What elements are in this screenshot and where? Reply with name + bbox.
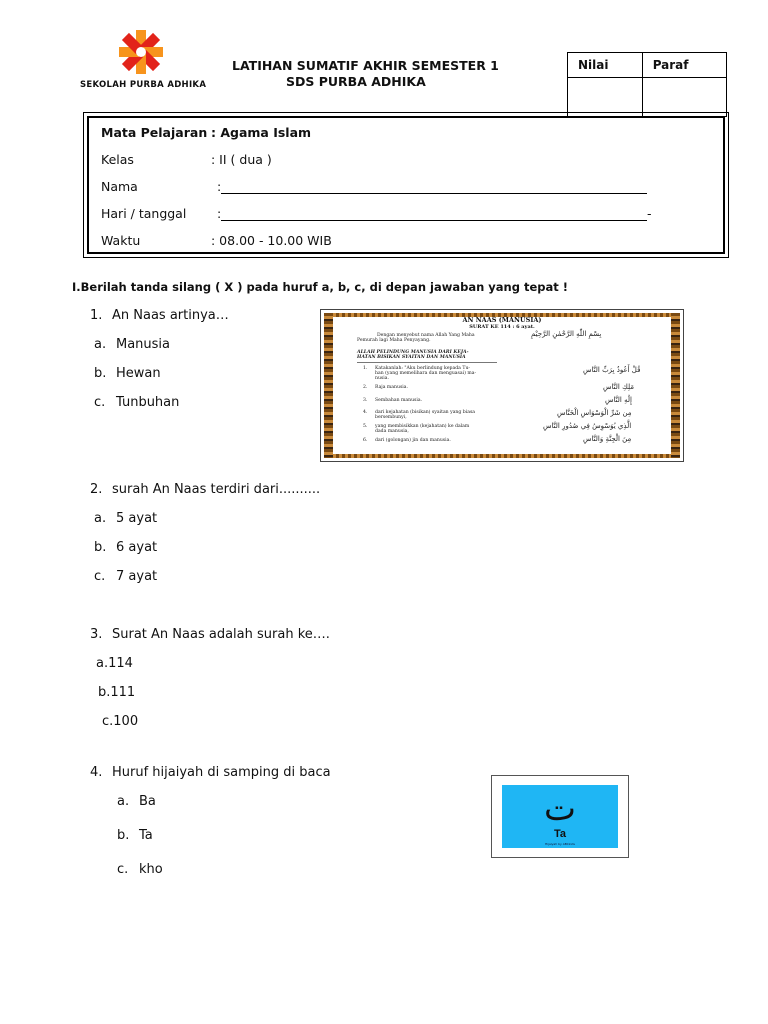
question-4 xyxy=(90,765,331,780)
question-number: 4. xyxy=(90,765,103,780)
naas-verse-1-line-1: Katakanlah: "Aku berlindung kepada Tu- xyxy=(375,366,470,371)
date-label: Hari / tanggal xyxy=(101,206,187,221)
question-1 xyxy=(90,308,229,323)
q3-option-c[interactable]: c.100 xyxy=(102,714,139,729)
name-input-line[interactable] xyxy=(221,193,647,194)
nilai-cell[interactable] xyxy=(568,78,643,117)
naas-verse-5-arabic: الَّذِي يُوَسْوِسُ فِي صُدُورِ النَّاسِ xyxy=(543,422,632,430)
q2-option-b[interactable]: b. 6 ayat xyxy=(94,540,158,555)
q2-option-c[interactable]: c. 7 ayat xyxy=(94,569,158,584)
naas-verse-1-line-3: nusia. xyxy=(375,376,389,381)
ornament-border-right xyxy=(671,313,680,458)
naas-verse-4-arabic: مِن شَرِّ الْوَسْوَاسِ الْخَنَّاسِ xyxy=(557,409,632,417)
q2-option-a[interactable]: a. 5 ayat xyxy=(94,511,158,526)
time-label: Waktu xyxy=(101,233,141,248)
naas-verse-1-line-2: han (yang memelihara dan menguasai) ma- xyxy=(375,371,477,376)
naas-verse-1-arabic: قُلْ أَعُوذُ بِرَبِّ النَّاسِ xyxy=(583,366,641,374)
naas-verse-6-arabic: مِنَ الْجِنَّةِ وَالنَّاسِ xyxy=(583,435,632,443)
naas-verse-2-line-1: Raja manusia. xyxy=(375,385,408,390)
naas-verse-4-num: 4. xyxy=(363,410,368,415)
school-name: SEKOLAH PURBA ADHIKA xyxy=(80,80,207,90)
question-text: Surat An Naas adalah surah ke…. xyxy=(112,627,330,642)
instruction-text: I.Berilah tanda silang ( X ) pada huruf a, b, c, di depan jawaban yang tepat ! xyxy=(72,280,568,294)
paraf-header: Paraf xyxy=(642,53,726,78)
question-2 xyxy=(90,482,320,497)
naas-verse-4-line-1: dari kejahatan (bisikan) syaitan yang biasa xyxy=(375,410,476,415)
date-suffix: - xyxy=(647,206,652,221)
surah-an-naas-image xyxy=(320,309,684,462)
naas-verse-3-num: 3. xyxy=(363,398,368,403)
naas-verse-6-num: 6. xyxy=(363,438,368,443)
naas-verse-2-arabic: مَلِكِ النَّاسِ xyxy=(603,383,635,391)
q1-option-c[interactable]: c. Tunbuhan xyxy=(94,395,180,410)
question-text: An Naas artinya… xyxy=(112,308,229,323)
question-number: 2. xyxy=(90,482,103,497)
q4-option-c[interactable]: c. kho xyxy=(117,862,163,877)
ornament-border-left xyxy=(324,313,333,458)
nilai-header: Nilai xyxy=(568,53,643,78)
subject-label: Mata Pelajaran xyxy=(101,125,208,140)
q1-option-b[interactable]: b. Hewan xyxy=(94,366,161,381)
ta-arabic-letter: ت xyxy=(543,789,576,829)
naas-verse-5-num: 5. xyxy=(363,424,368,429)
date-colon: : xyxy=(217,206,222,221)
school-title: SDS PURBA ADHIKA xyxy=(286,74,426,89)
question-number: 1. xyxy=(90,308,103,323)
naas-verse-3-arabic: إِلَٰهِ النَّاسِ xyxy=(605,396,632,404)
naas-verse-2-num: 2. xyxy=(363,385,368,390)
class-value: : II ( dua ) xyxy=(211,152,272,167)
naas-basmalah-meaning-1: Dengan menyebut nama Allah Yang Maha xyxy=(377,333,475,338)
name-label: Nama xyxy=(101,179,138,194)
naas-verse-6-line-1: dari (golongan) jin dan manusia. xyxy=(375,438,451,443)
naas-verse-3-line-1: Sembahan manusia. xyxy=(375,398,423,403)
q4-option-b[interactable]: b. Ta xyxy=(117,828,153,843)
score-table xyxy=(567,52,727,117)
question-text: Huruf hijaiyah di samping di baca xyxy=(112,765,331,780)
naas-summary-1: ALLAH PELINDUNG MANUSIA DARI KEJA- xyxy=(357,350,469,355)
name-colon: : xyxy=(217,179,222,194)
hijaiyah-ta-image xyxy=(491,775,629,858)
ta-credit: Hijaiyah by ABCkids xyxy=(545,842,575,846)
school-logo-icon xyxy=(96,30,186,86)
question-text: surah An Naas terdiri dari.......... xyxy=(112,482,321,497)
date-input-line[interactable] xyxy=(221,220,647,221)
naas-verse-5-line-1: yang membisikkan (kejahatan) ke dalam xyxy=(375,424,470,429)
question-number: 3. xyxy=(90,627,103,642)
class-label: Kelas xyxy=(101,152,134,167)
paraf-cell[interactable] xyxy=(642,78,726,117)
subject-value: : Agama Islam xyxy=(211,125,312,140)
naas-basmalah: بِسْمِ اللّٰهِ الرَّحْمٰنِ الرَّحِيْمِ xyxy=(531,330,602,338)
q3-option-b[interactable]: b.111 xyxy=(98,685,136,700)
naas-verse-5-line-2: dada manusia, xyxy=(375,429,409,434)
q3-option-a[interactable]: a.114 xyxy=(96,656,133,671)
naas-divider xyxy=(357,362,497,363)
ta-card xyxy=(502,785,618,848)
student-info-box xyxy=(83,112,729,258)
question-3 xyxy=(90,627,330,642)
ta-latin-label: Ta xyxy=(553,828,567,840)
naas-verse-4-line-2: bersembunyi, xyxy=(375,415,407,420)
exam-title: LATIHAN SUMATIF AKHIR SEMESTER 1 xyxy=(232,58,499,73)
ornament-border-bottom xyxy=(324,454,680,458)
naas-summary-2: HATAN BISIKAN SYAITAN DAN MANUSIA xyxy=(357,355,466,360)
q1-option-a[interactable]: a. Manusia xyxy=(94,337,171,352)
time-value: : 08.00 - 10.00 WIB xyxy=(211,233,332,248)
naas-subtitle: SURAT KE 114 : 6 ayat. xyxy=(469,324,535,330)
naas-verse-1-num: 1. xyxy=(363,366,368,371)
naas-title: AN NAAS (MANUSIA) xyxy=(462,316,542,324)
q4-option-a[interactable]: a. Ba xyxy=(117,794,156,809)
naas-basmalah-meaning-2: Pemurah lagi Maha Penyayang. xyxy=(357,338,431,343)
